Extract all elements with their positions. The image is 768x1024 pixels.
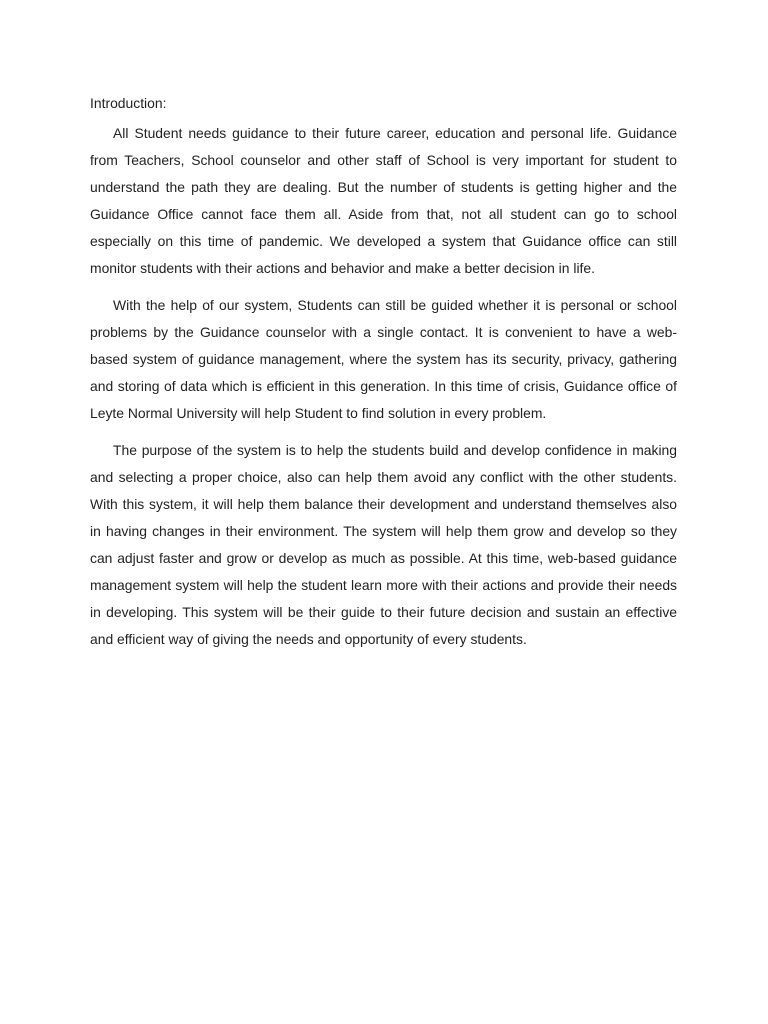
section-heading: Introduction:	[90, 95, 167, 111]
paragraph-2: With the help of our system, Students can still be guided whether it is personal or school problems by the Guidance counselor with a single contact. It is convenient to have a web-based system of guidance management, where the system has its security, privacy, gathering and storing of data which is efficient in this generation. In this time of crisis, Guidance office of Leyte Normal University will help Student to find solution in every problem.	[90, 297, 677, 421]
paragraph-3: The purpose of the system is to help the students build and develop confidence in making and selecting a proper choice, also can help them avoid any conflict with the other students. With this system, it will help them balance their development and understand themselves also in having changes in their environment. The system will help them grow and develop so they can adjust faster and grow or develop as much as possible. At this time, web-based guidance management system will help the student learn more with their actions and provide their needs in developing. This system will be their guide to their future decision and sustain an effective and efficient way of giving the needs and opportunity of every students.	[90, 442, 677, 647]
paragraph-1: All Student needs guidance to their future career, education and personal life. Guidance from Teachers, School counselor and other staff of School is very important for student to understand the path they are dealing. But the number of students is getting higher and the Guidance Office cannot face them all. Aside from that, not all student can go to school especially on this time of pandemic. We developed a system that Guidance office can still monitor students with their actions and behavior and make a better decision in life.	[90, 125, 677, 276]
document-body	[90, 92, 677, 663]
